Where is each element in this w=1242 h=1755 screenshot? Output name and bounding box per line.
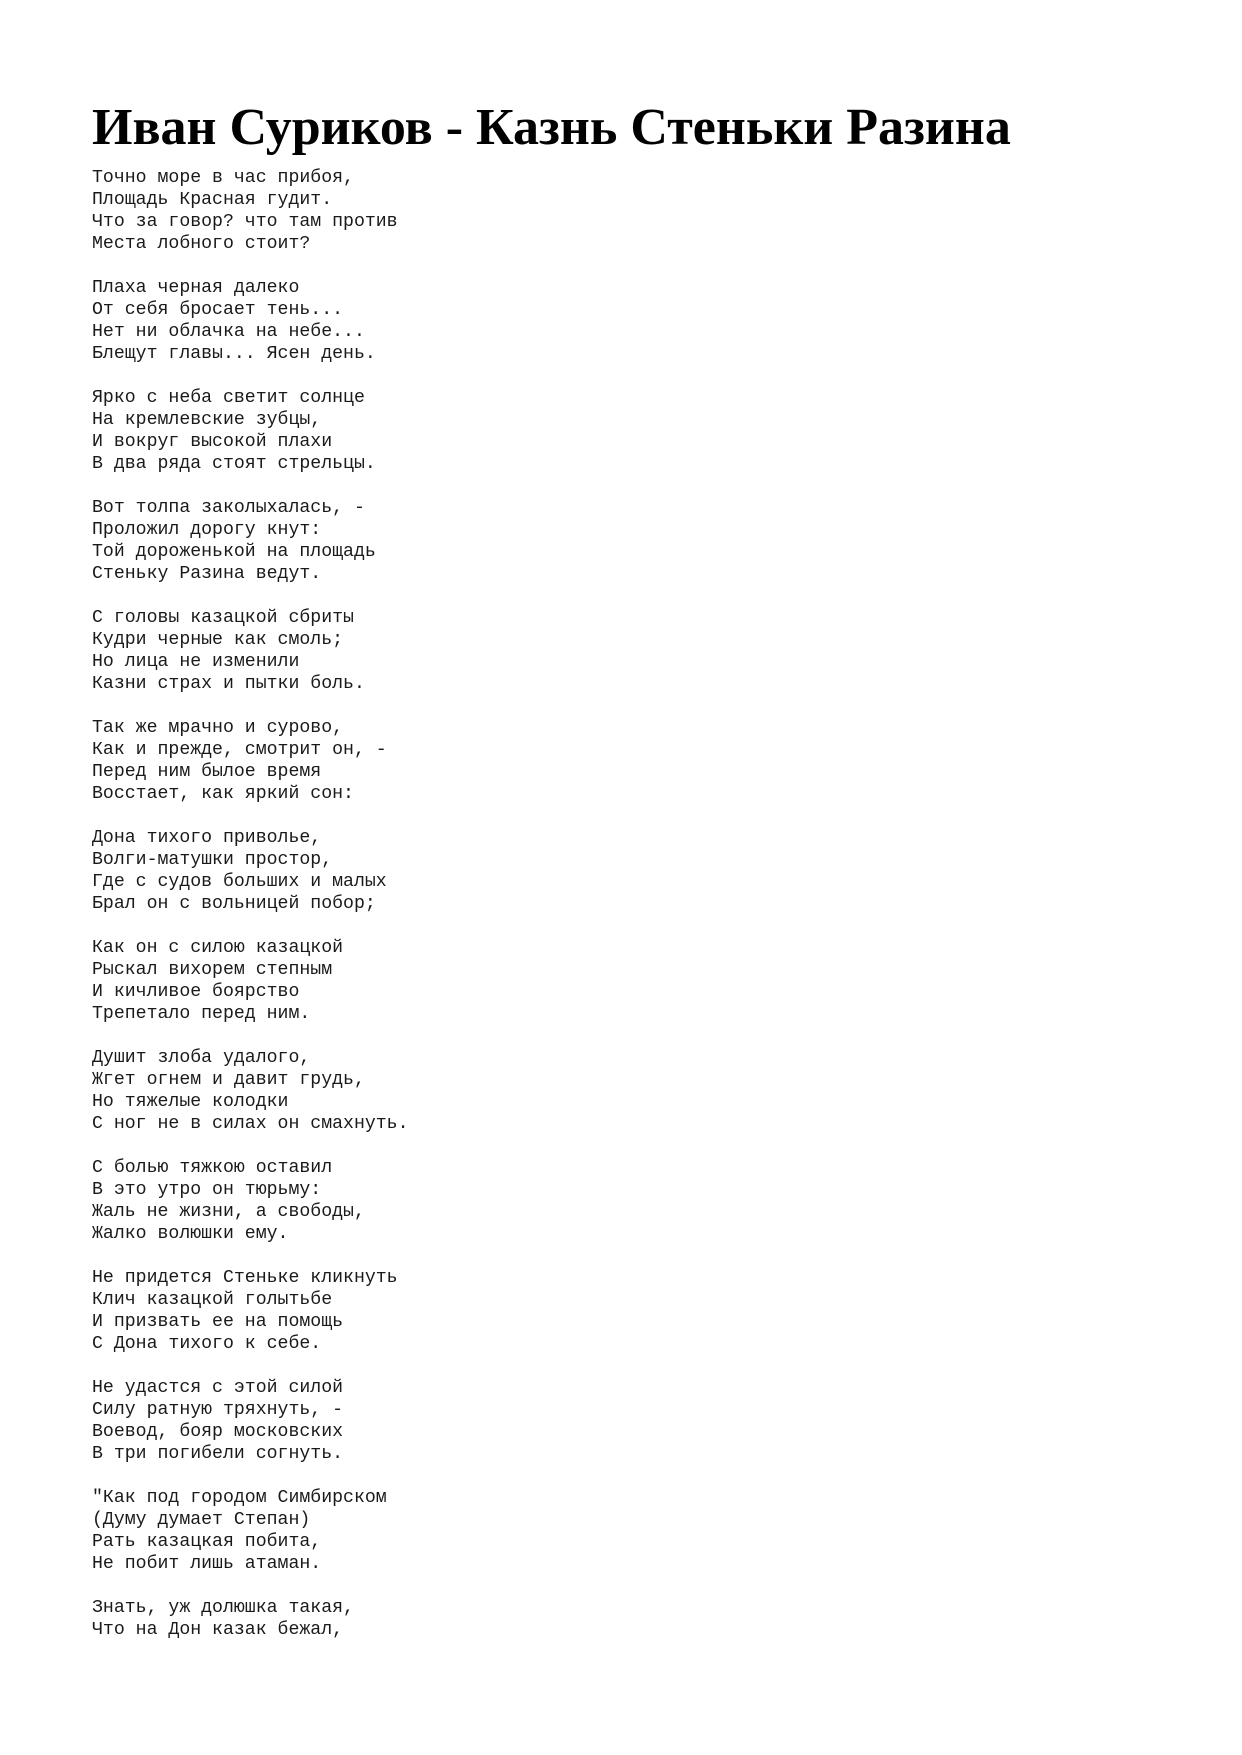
stanza [92,607,409,695]
poem-line: Знать, уж долюшка такая, [92,1598,354,1618]
poem-line: Волги-матушки простор, [92,850,333,870]
poem-line: И вокруг высокой плахи [92,432,333,452]
poem-line: Дона тихого приволье, [92,828,322,848]
stanza [92,1487,409,1575]
stanza [92,717,409,805]
poem-line: Точно море в час прибоя, [92,168,354,188]
poem-line: И призвать ее на помощь [92,1312,344,1332]
poem-line: Вот толпа заколыхалась, - [92,498,365,518]
poem-line: Не придется Стеньке кликнуть [92,1268,398,1288]
poem-line: Что на Дон казак бежал, [92,1620,344,1640]
poem-line: На кремлевские зубцы, [92,410,322,430]
poem-line: Душит злоба удалого, [92,1048,311,1068]
poem-line: Рать казацкая побита, [92,1532,322,1552]
poem-line: Перед ним былое время [92,762,322,782]
poem-line: Стеньку Разина ведут. [92,564,322,584]
poem-line: Кудри черные как смоль; [92,630,344,650]
poem-line: С головы казацкой сбриты [92,608,354,628]
poem-line: Проложил дорогу кнут: [92,520,322,540]
poem-line: С болью тяжкою оставил [92,1158,333,1178]
poem-line: Трепетало перед ним. [92,1004,311,1024]
poem-line: С ног не в силах он смахнуть. [92,1114,409,1134]
stanza [92,167,409,255]
poem-line: От себя бросает тень... [92,300,344,320]
poem-line: Где с судов больших и малых [92,872,387,892]
poem-line: В три погибели согнуть. [92,1444,344,1464]
poem-line: Ярко с неба светит солнце [92,388,365,408]
poem-line: Жгет огнем и давит грудь, [92,1070,365,1090]
poem-line: Той дороженькой на площадь [92,542,376,562]
poem-line: Плаха черная далеко [92,278,300,298]
poem-line: Блещут главы... Ясен день. [92,344,376,364]
poem-line: Не удастся с этой силой [92,1378,344,1398]
stanza [92,1157,409,1245]
poem-line: Но тяжелые колодки [92,1092,289,1112]
poem-line: Жалко волюшки ему. [92,1224,289,1244]
poem-line: Воевод, бояр московских [92,1422,344,1442]
poem-line: Жаль не жизни, а свободы, [92,1202,365,1222]
poem-line: Что за говор? что там против [92,212,398,232]
poem-line: Так же мрачно и сурово, [92,718,344,738]
stanza [92,497,409,585]
poem-line: Восстает, как яркий сон: [92,784,354,804]
poem-line: С Дона тихого к себе. [92,1334,322,1354]
poem-line: В два ряда стоят стрельцы. [92,454,376,474]
stanza [92,1047,409,1135]
poem-line: Не побит лишь атаман. [92,1554,322,1574]
poem-line: И кичливое боярство [92,982,300,1002]
poem-line: Но лица не изменили [92,652,300,672]
stanza [92,1377,409,1465]
page-title: Иван Суриков - Казнь Стеньки Разина [92,99,1011,156]
poem-line: Площадь Красная гудит. [92,190,333,210]
stanza [92,937,409,1025]
poem-line: Нет ни облачка на небе... [92,322,365,342]
stanza [92,1597,409,1641]
poem-line: Брал он с вольницей побор; [92,894,376,914]
poem-line: "Как под городом Симбирском [92,1488,387,1508]
stanza [92,1267,409,1355]
poem-line: Казни страх и пытки боль. [92,674,365,694]
poem-body [92,167,409,1663]
poem-line: В это утро он тюрьму: [92,1180,322,1200]
poem-line: Клич казацкой голытьбе [92,1290,333,1310]
poem-line: Как и прежде, смотрит он, - [92,740,387,760]
poem-line: Силу ратную тряхнуть, - [92,1400,344,1420]
poem-line: Рыскал вихорем степным [92,960,333,980]
poem-line: (Думу думает Степан) [92,1510,311,1530]
stanza [92,277,409,365]
poem-line: Места лобного стоит? [92,234,311,254]
poem-line: Как он с силою казацкой [92,938,344,958]
stanza [92,827,409,915]
stanza [92,387,409,475]
